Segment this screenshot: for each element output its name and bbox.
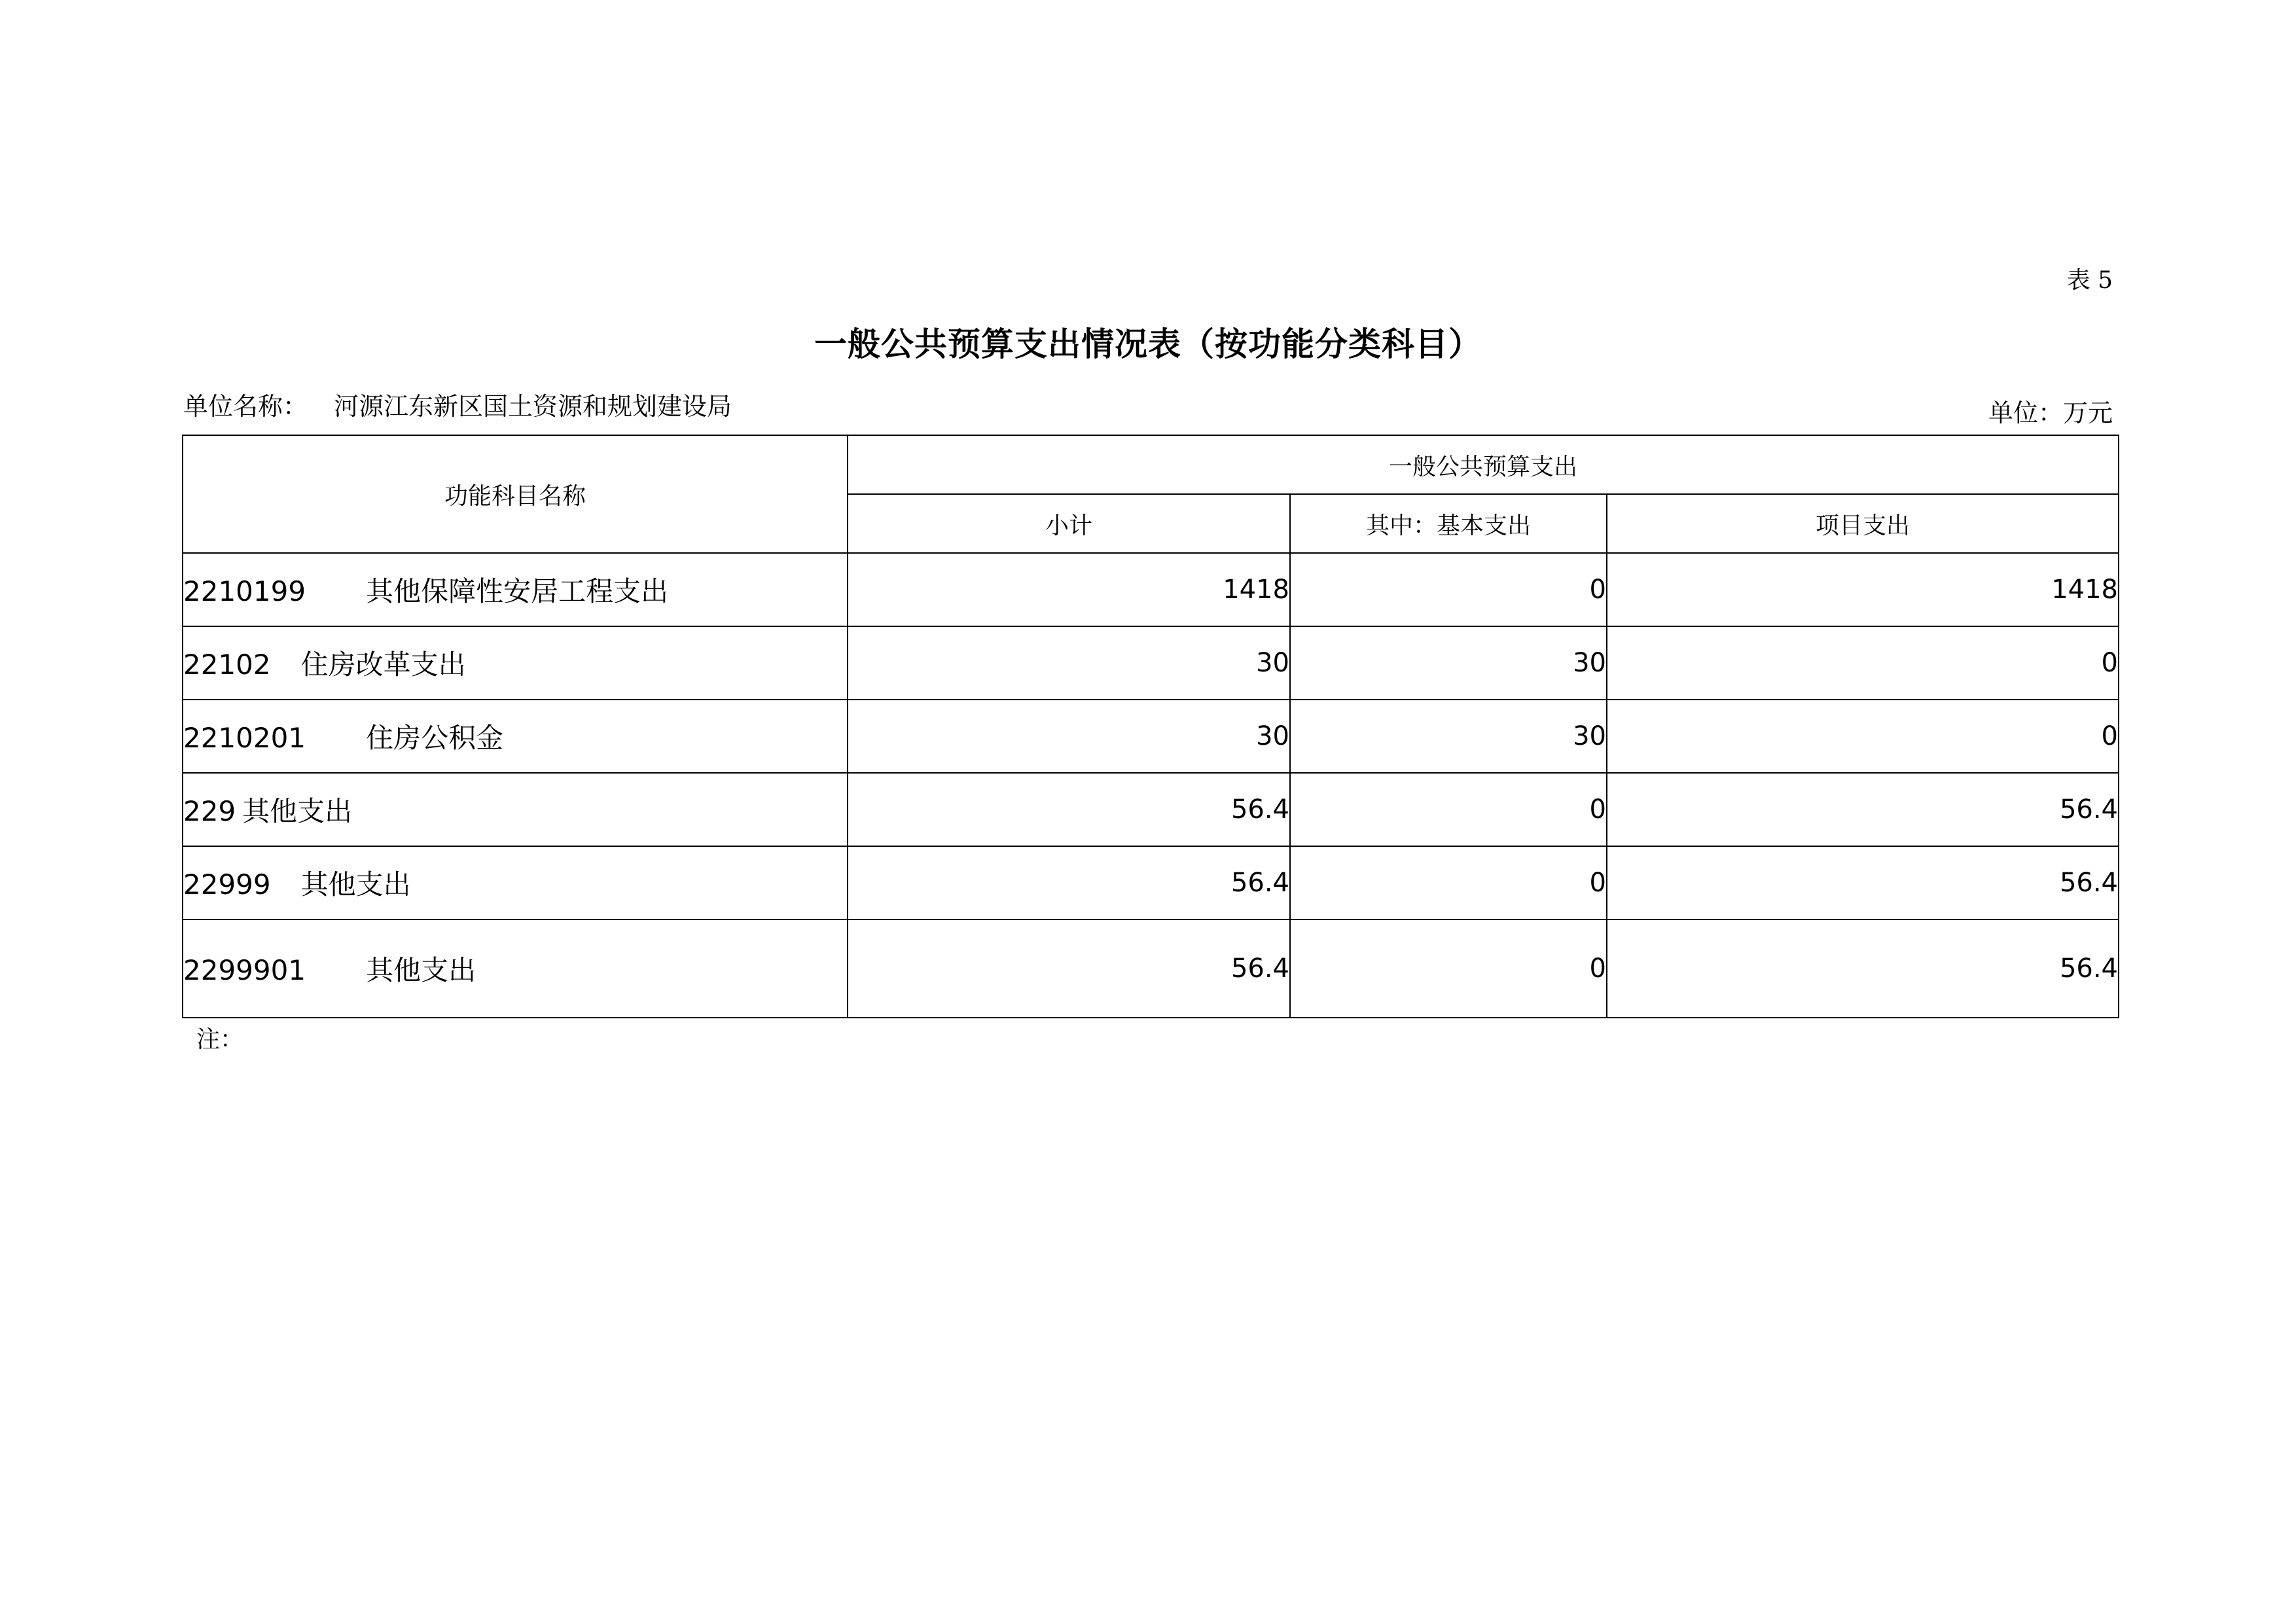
row-project: 1418 — [1607, 553, 2119, 626]
header-subtotal: 小计 — [848, 494, 1290, 553]
page-title: 一般公共预算支出情况表（按功能分类科目） — [814, 325, 1482, 363]
row-name: 住房改革支出 — [300, 649, 466, 681]
row-subtotal: 56.4 — [848, 919, 1290, 1018]
row-code: 229 — [183, 795, 236, 827]
row-basic: 30 — [1290, 626, 1607, 700]
row-basic: 0 — [1290, 773, 1607, 846]
row-subtotal: 30 — [848, 626, 1290, 700]
row-name-cell — [183, 626, 848, 700]
row-name-cell — [183, 553, 848, 626]
table-row — [183, 553, 2119, 626]
table-row — [183, 919, 2119, 1018]
unit-name-label: 单位名称： — [183, 392, 308, 421]
header-row-1 — [183, 435, 2119, 494]
row-basic: 0 — [1290, 846, 1607, 919]
table-row — [183, 626, 2119, 700]
table-row — [183, 773, 2119, 846]
header-project: 项目支出 — [1607, 494, 2119, 553]
row-name-cell — [183, 773, 848, 846]
row-subtotal: 30 — [848, 700, 1290, 773]
row-project: 0 — [1607, 626, 2119, 700]
row-basic: 30 — [1290, 700, 1607, 773]
row-name-cell — [183, 700, 848, 773]
table-number: 表 5 — [2066, 267, 2113, 294]
row-name-cell — [183, 846, 848, 919]
row-subtotal: 56.4 — [848, 773, 1290, 846]
row-name: 其他支出 — [300, 868, 411, 901]
row-name: 住房公积金 — [366, 722, 504, 754]
row-subtotal: 56.4 — [848, 846, 1290, 919]
row-name: 其他支出 — [366, 954, 476, 986]
row-project: 56.4 — [1607, 773, 2119, 846]
table-row — [183, 846, 2119, 919]
row-code: 2299901 — [183, 954, 306, 986]
row-project: 56.4 — [1607, 846, 2119, 919]
row-code: 2210199 — [183, 575, 306, 607]
row-name: 其他保障性安居工程支出 — [366, 575, 669, 607]
row-name: 其他支出 — [242, 795, 353, 827]
header-general-budget: 一般公共预算支出 — [848, 435, 2119, 494]
row-name-cell — [183, 919, 848, 1018]
row-basic: 0 — [1290, 553, 1607, 626]
budget-table — [182, 435, 2119, 1018]
unit-label: 单位：万元 — [1988, 399, 2113, 427]
table-row — [183, 700, 2119, 773]
header-basic: 其中：基本支出 — [1290, 494, 1607, 553]
row-code: 22102 — [183, 649, 271, 681]
unit-name-value: 河源江东新区国土资源和规划建设局 — [334, 392, 732, 421]
unit-name-line — [183, 386, 732, 422]
row-project: 0 — [1607, 700, 2119, 773]
row-basic: 0 — [1290, 919, 1607, 1018]
note-label: 注： — [196, 1026, 244, 1053]
row-code: 22999 — [183, 868, 271, 901]
row-code: 2210201 — [183, 722, 306, 754]
row-project: 56.4 — [1607, 919, 2119, 1018]
row-subtotal: 1418 — [848, 553, 1290, 626]
header-function-name: 功能科目名称 — [183, 435, 848, 553]
